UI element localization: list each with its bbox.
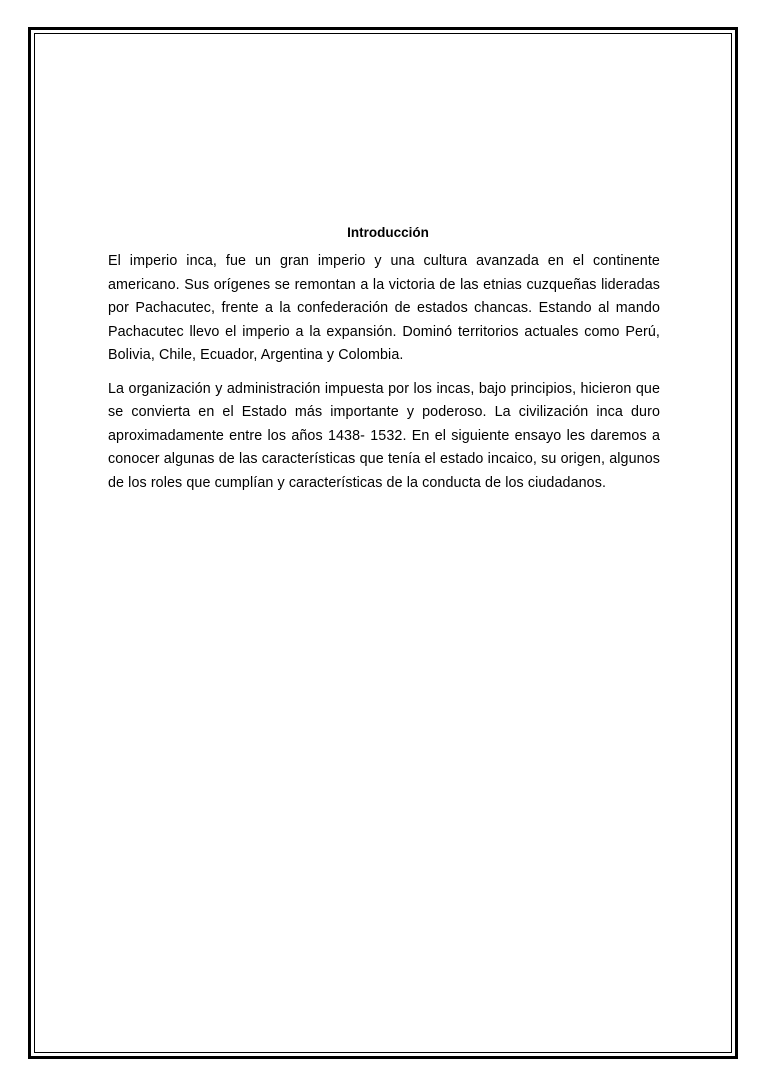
document-body (108, 223, 660, 505)
paragraph-2: La organización y administración impuesta por los incas, bajo principios, hicieron que se convierta en el Estado más importante y poderoso. La civilización inca duro aproximadamente entre los años 1438- 1532. En el siguiente ensayo les daremos a conocer algunas de las características que tenía el estado incaico, su origen, algunos de los roles que cumplían y características de la conducta de los ciudadanos. (108, 380, 660, 491)
paragraph-1: El imperio inca, fue un gran imperio y una cultura avanzada en el continente americano. Sus orígenes se remontan a la victoria de las etnias cuzqueñas lideradas por Pachacutec, frente a la confederación de estados chancas. Estando al mando Pachacutec llevo el imperio a la expansión. Dominó territorios actuales como Perú, Bolivia, Chile, Ecuador, Argentina y Colombia. (108, 253, 660, 363)
document-title: Introducción (347, 225, 429, 240)
page-border-inner (34, 33, 732, 1053)
